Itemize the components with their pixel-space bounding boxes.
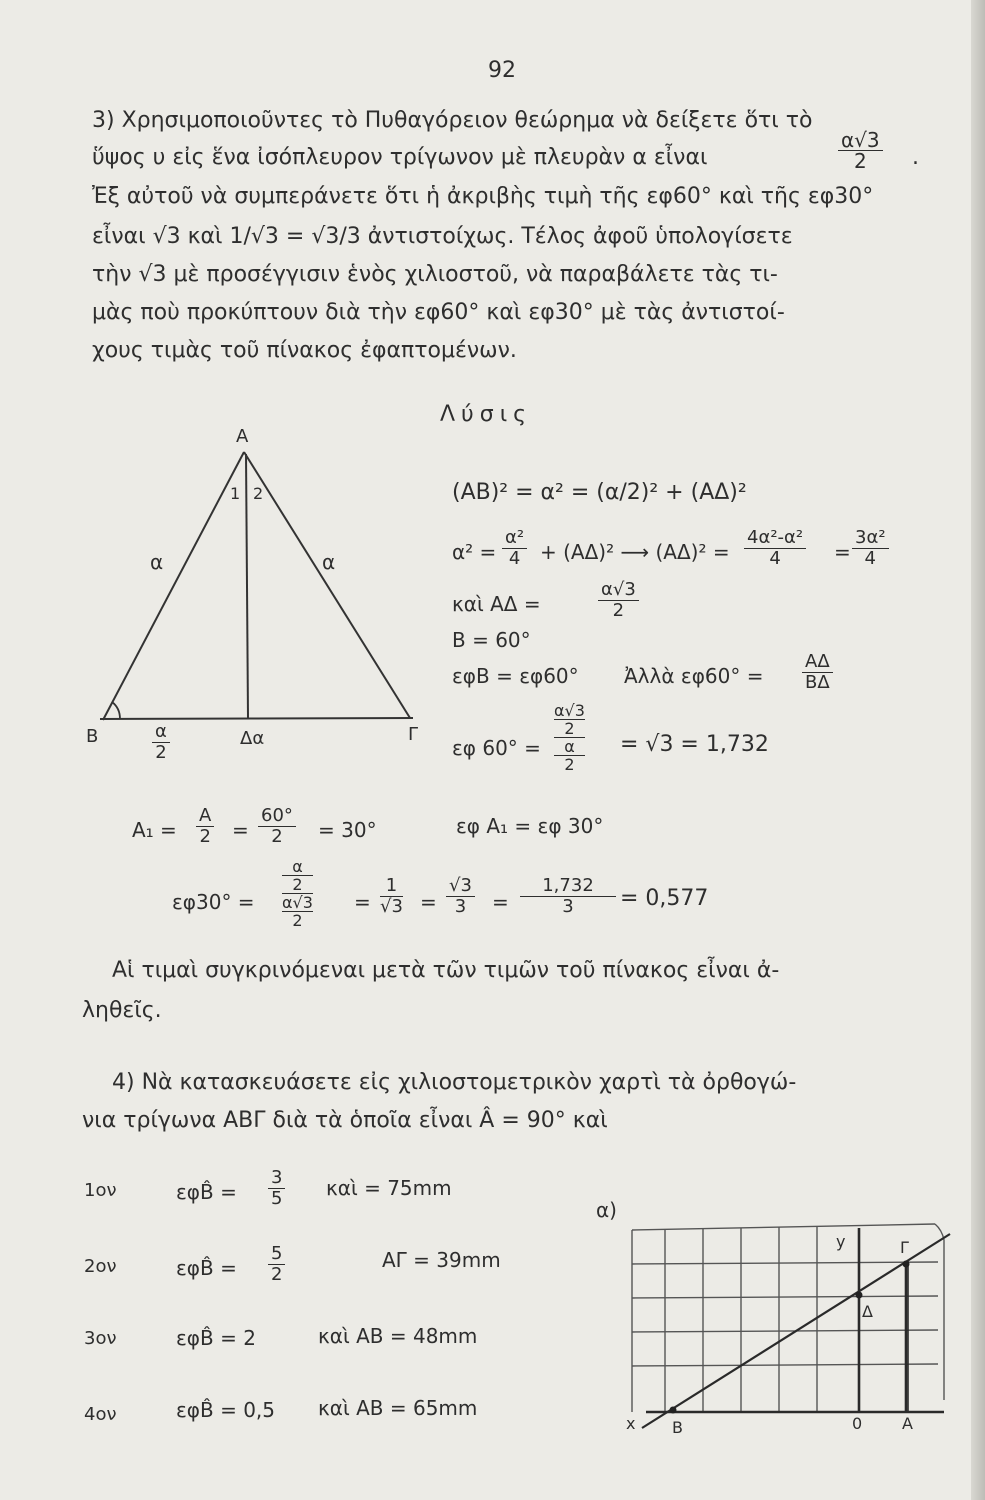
conclusion-line-2: ληθεῖς. bbox=[82, 998, 162, 1023]
angle-1-label: 1 bbox=[230, 484, 241, 503]
foot-D-label: Δα bbox=[240, 728, 265, 749]
eq5-part-b: Ἀλλὰ εφ60° = bbox=[624, 664, 764, 688]
vertex-G: Γ bbox=[408, 724, 419, 745]
eq2-part-c: = bbox=[834, 540, 851, 564]
eq8: εφ A₁ = εφ 30° bbox=[456, 814, 604, 838]
eq4: B = 60° bbox=[452, 628, 531, 652]
eq6-label: εφ 60° = bbox=[452, 736, 541, 760]
graph-y-label: y bbox=[836, 1232, 846, 1251]
eq9-eq-3: = bbox=[492, 890, 509, 914]
item-4-lhs: εφB̂ = 0,5 bbox=[176, 1398, 276, 1422]
problem3-line-1: 3) Χρησιμοποιοῦντες τὸ Πυθαγόρειον θεώρημα νὰ δείξετε ὅτι τὸ bbox=[92, 108, 813, 133]
item-3-lhs: εφB̂ = 2 bbox=[176, 1326, 256, 1350]
item-3-number: 3ον bbox=[84, 1328, 117, 1349]
problem4-line-2: νια τρίγωνα ABΓ διὰ τὰ ὁποῖα εἶναι Â = 90° καὶ bbox=[82, 1108, 608, 1133]
eq9-frac-3: $\frac{√3}{3}$ bbox=[446, 876, 475, 917]
graph-G-label: Γ bbox=[900, 1238, 909, 1257]
problem3-line-5: τὴν √3 μὲ προσέγγισιν ἑνὸς χιλιοστοῦ, νὰ παραβάλετε τὰς τι- bbox=[92, 262, 778, 287]
eq6-complex-fraction: α√3 2 α 2 bbox=[554, 701, 585, 774]
problem4-line-1: 4) Νὰ κατασκευάσετε εἰς χιλιοστομετρικὸν χαρτὶ τὰ ὀρθογώ- bbox=[112, 1070, 797, 1095]
item-1-number: 1ον bbox=[84, 1180, 117, 1201]
item-1-fraction: $\frac{3}{5}$ bbox=[268, 1168, 285, 1209]
problem3-line-3: Ἐξ αὐτοῦ νὰ συμπεράνετε ὅτι ἡ ἀκριβὴς τιμὴ τῆς εφ60° καὶ τῆς εφ30° bbox=[92, 184, 874, 209]
eq2-frac-3: $\frac{\text{3α²}}{4}$ bbox=[852, 528, 889, 569]
eq7-eq: = bbox=[232, 818, 249, 842]
item-4-rhs: καὶ AB = 65mm bbox=[318, 1396, 478, 1420]
item-2-rhs: AΓ = 39mm bbox=[382, 1248, 501, 1272]
item-3-rhs: καὶ AB = 48mm bbox=[318, 1324, 478, 1348]
page-number: 92 bbox=[488, 58, 516, 83]
height-dot: . bbox=[912, 145, 919, 170]
graph-label: α) bbox=[596, 1198, 617, 1222]
problem3-line-6: μὰς ποὺ προκύπτουν διὰ τὴν εφ60° καὶ εφ30° μὲ τὰς ἀντιστοί- bbox=[92, 300, 785, 325]
graph-A-label: A bbox=[902, 1414, 913, 1433]
eq5-fraction: $\frac{A\Delta}{B\Delta}$ bbox=[802, 652, 833, 693]
angle-2-label: 2 bbox=[253, 484, 264, 503]
side-left-label: α bbox=[150, 550, 164, 574]
eq9-eq-1: = bbox=[354, 890, 371, 914]
eq-pythagoras: (AB)² = α² = (α/2)² + (AΔ)² bbox=[452, 480, 747, 505]
eq9-frac-2: $\frac{1}{√3}$ bbox=[380, 875, 403, 917]
eq9-result: = 0,577 bbox=[620, 886, 709, 911]
eq7-result: = 30° bbox=[318, 818, 377, 842]
problem3-line-7: χους τιμὰς τοῦ πίνακος ἐφαπτομένων. bbox=[92, 338, 517, 363]
graph-B-label: B bbox=[672, 1418, 683, 1437]
eq5-part-a: εφB = εφ60° bbox=[452, 664, 579, 688]
half-side-fraction: $\frac{\alpha}{2}$ bbox=[152, 722, 170, 763]
eq7-label: A₁ = bbox=[132, 818, 177, 842]
item-1-rhs: καὶ = 75mm bbox=[326, 1176, 452, 1200]
vertex-B: B bbox=[86, 726, 99, 747]
item-1-lhs: εφB̂ = bbox=[176, 1180, 237, 1204]
vertex-A: A bbox=[236, 426, 249, 447]
eq3-label: καὶ AΔ = bbox=[452, 592, 541, 616]
item-2-number: 2ον bbox=[84, 1256, 117, 1277]
eq9-eq-2: = bbox=[420, 890, 437, 914]
item-2-fraction: $\frac{5}{2}$ bbox=[268, 1244, 285, 1285]
solution-title: Λύσις bbox=[440, 402, 533, 427]
graph-O-label: 0 bbox=[852, 1414, 863, 1433]
eq9-frac-4: $\frac{1,732}{3}$ bbox=[520, 876, 616, 917]
item-4-number: 4ον bbox=[84, 1404, 117, 1425]
problem3-line-4: εἶναι √3 καὶ 1/√3 = √3/3 ἀντιστοίχως. Τέλος ἀφοῦ ὑπολογίσετε bbox=[92, 224, 793, 249]
height-fraction: $\frac{\alpha√3}{2}$ bbox=[838, 130, 883, 171]
eq7-frac-1: $\frac{A}{2}$ bbox=[196, 806, 214, 847]
eq6-result: = √3 = 1,732 bbox=[620, 732, 769, 757]
eq2-frac-2: $\frac{\text{4α²-α²}}{4}$ bbox=[744, 528, 806, 569]
eq9-label: εφ30° = bbox=[172, 890, 255, 914]
eq9-complex-fraction: α 2 α√3 2 bbox=[282, 857, 313, 930]
item-2-lhs: εφB̂ = bbox=[176, 1256, 237, 1280]
problem3-line-2: ὕψος υ εἰς ἕνα ἰσόπλευρον τρίγωνον μὲ πλευρὰν α εἶναι bbox=[92, 145, 708, 170]
eq2-frac-1: $\frac{\text{α²}}{4}$ bbox=[502, 528, 527, 569]
eq2-part-a: α² = bbox=[452, 540, 497, 564]
conclusion-line-1: Αἱ τιμαὶ συγκρινόμεναι μετὰ τῶν τιμῶν τοῦ πίνακος εἶναι ἀ- bbox=[112, 958, 780, 983]
graph-D-label: Δ bbox=[862, 1302, 873, 1321]
eq7-frac-2: $\frac{60^\circ}{2}$ bbox=[258, 806, 296, 847]
graph-x-label: x bbox=[626, 1414, 636, 1433]
eq3-fraction: $\frac{\alpha√3}{2}$ bbox=[598, 580, 639, 621]
eq2-part-b: + (AΔ)² ⟶ (AΔ)² = bbox=[540, 540, 730, 564]
side-right-label: α bbox=[322, 550, 336, 574]
